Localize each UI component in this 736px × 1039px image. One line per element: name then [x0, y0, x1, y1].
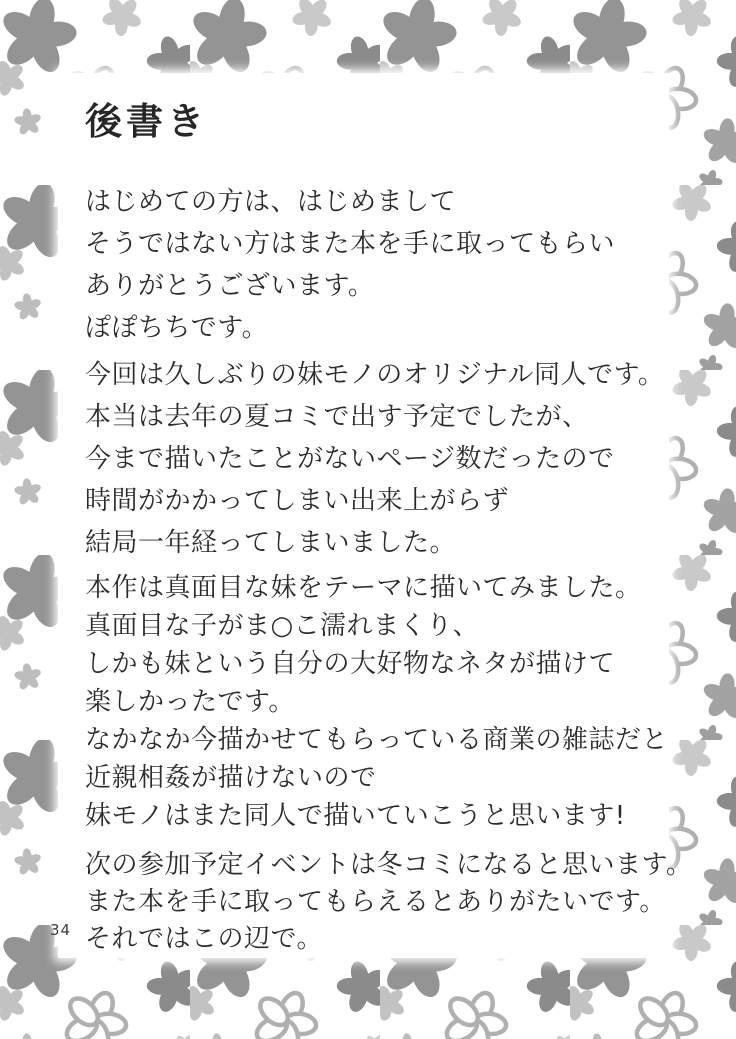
text-line: 時間がかかってしまい出来上がらず [85, 486, 510, 516]
text-line: 近親相姦が描けないので [85, 763, 377, 793]
text-line: しかも妹という自分の大好物なネタが描けて [85, 649, 616, 679]
text-line: 本作は真面目な妹をテーマに描いてみました。 [85, 573, 642, 603]
production-paragraph [85, 354, 664, 564]
text-line: はじめての方は、はじめまして [85, 187, 457, 217]
text-line: 次の参加予定イベントは冬コミになると思います。 [85, 850, 693, 880]
text-line: なかなか今描かせてもらっている商業の雑誌だと [85, 725, 669, 755]
text-line: 真面目な子がま○こ濡れまくり、 [85, 611, 480, 641]
text-line: 本当は去年の夏コミで出す予定でしたが、 [85, 402, 589, 432]
text-line: そうではない方はまた本を手に取ってもらい [85, 229, 616, 259]
text-line: また本を手に取ってもらえるとありがたいです。 [85, 887, 666, 917]
text-line: それではこの辺で。 [85, 924, 323, 954]
text-line: ぽぽちちです。 [85, 313, 269, 343]
text-line: 今まで描いたことがないページ数だったので [85, 444, 615, 474]
text-line: 今回は久しぶりの妹モノのオリジナル同人です。 [85, 360, 665, 390]
closing-paragraph [85, 847, 692, 958]
greeting-paragraph [85, 181, 615, 349]
text-line: 楽しかったです。 [85, 687, 295, 717]
afterword-text-panel [58, 73, 693, 958]
theme-paragraph [85, 569, 668, 835]
afterword-title: 後書き [85, 100, 208, 143]
text-line: 結局一年経ってしまいました。 [85, 528, 457, 558]
page-number: 34 [50, 921, 72, 939]
text-line: 妹モノはまた同人で描いていこうと思います! [85, 801, 626, 831]
text-line: ありがとうございます。 [85, 271, 375, 301]
